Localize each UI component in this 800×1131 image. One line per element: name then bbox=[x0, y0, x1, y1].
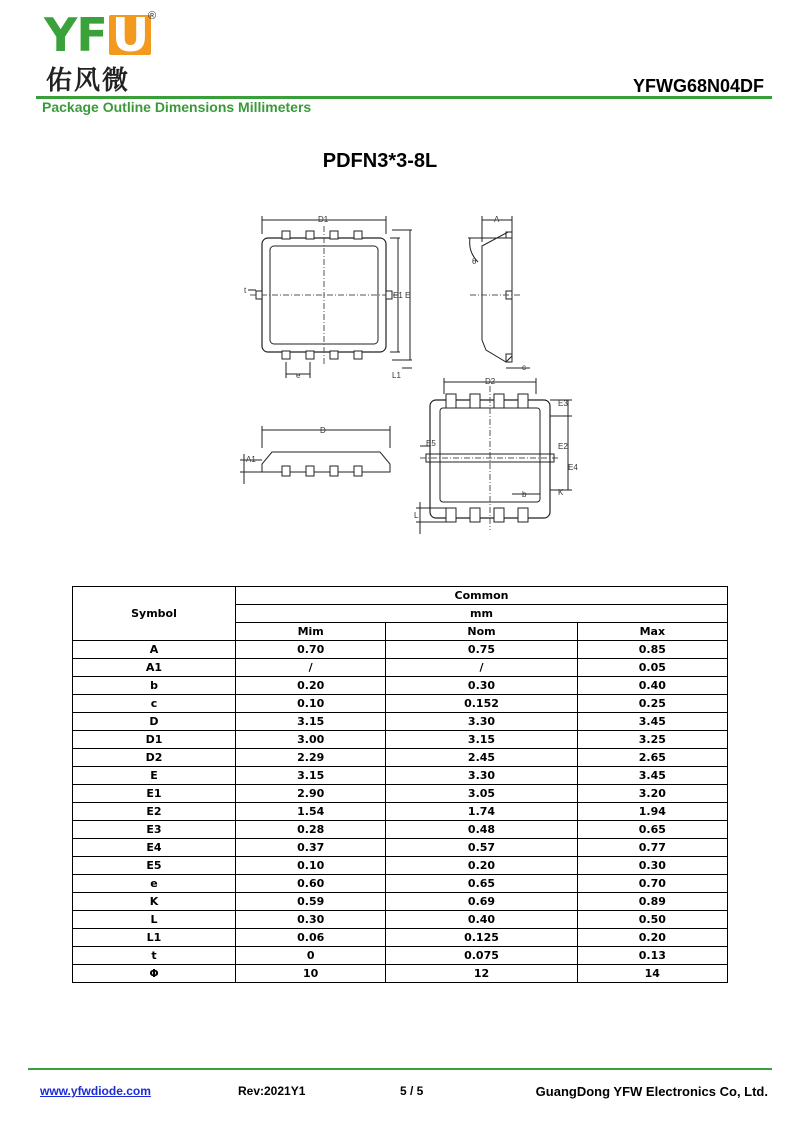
page-subtitle: Package Outline Dimensions Millimeters bbox=[42, 99, 312, 115]
cell-min: 3.15 bbox=[236, 713, 386, 731]
cell-max: 2.65 bbox=[577, 749, 727, 767]
cell-nom: 0.40 bbox=[386, 911, 577, 929]
table-row bbox=[73, 911, 728, 929]
cell-nom: 0.48 bbox=[386, 821, 577, 839]
cell-nom: 3.05 bbox=[386, 785, 577, 803]
cell-symbol: t bbox=[73, 947, 236, 965]
table-row bbox=[73, 803, 728, 821]
cell-symbol: A bbox=[73, 641, 236, 659]
cell-max: 0.77 bbox=[577, 839, 727, 857]
cell-symbol: E bbox=[73, 767, 236, 785]
top-view bbox=[248, 216, 412, 378]
label-b: b bbox=[522, 490, 527, 499]
cell-max: 0.25 bbox=[577, 695, 727, 713]
table-body bbox=[73, 641, 728, 983]
cell-max: 14 bbox=[577, 965, 727, 983]
cell-symbol: D bbox=[73, 713, 236, 731]
package-outline-drawing bbox=[0, 190, 800, 550]
label-k: K bbox=[558, 488, 564, 497]
cell-max: 0.85 bbox=[577, 641, 727, 659]
logo-wordmark: YF U bbox=[44, 12, 151, 58]
label-d1: D1 bbox=[318, 215, 329, 224]
cell-symbol: A1 bbox=[73, 659, 236, 677]
cell-min: 0.20 bbox=[236, 677, 386, 695]
cell-min: 0.70 bbox=[236, 641, 386, 659]
cell-symbol: E4 bbox=[73, 839, 236, 857]
common-header: Common bbox=[236, 587, 728, 605]
cell-nom: 0.075 bbox=[386, 947, 577, 965]
cell-max: 0.05 bbox=[577, 659, 727, 677]
cell-symbol: b bbox=[73, 677, 236, 695]
cell-symbol: E5 bbox=[73, 857, 236, 875]
label-d2: D2 bbox=[485, 377, 496, 386]
cell-max: 0.65 bbox=[577, 821, 727, 839]
table-row bbox=[73, 857, 728, 875]
cell-symbol: L bbox=[73, 911, 236, 929]
cell-nom: 0.69 bbox=[386, 893, 577, 911]
dimensions-table bbox=[72, 586, 728, 983]
cell-min: 1.54 bbox=[236, 803, 386, 821]
side-view bbox=[468, 216, 530, 368]
table-row bbox=[73, 767, 728, 785]
label-a1: A1 bbox=[246, 455, 256, 464]
label-e5: E5 bbox=[426, 439, 436, 448]
cell-nom: 0.57 bbox=[386, 839, 577, 857]
table-row bbox=[73, 641, 728, 659]
front-view bbox=[240, 426, 390, 484]
revision-text: Rev:2021Y1 bbox=[238, 1084, 306, 1098]
table-row bbox=[73, 893, 728, 911]
cell-max: 3.25 bbox=[577, 731, 727, 749]
cell-min: 0.10 bbox=[236, 857, 386, 875]
table-row bbox=[73, 749, 728, 767]
cell-min: 0.59 bbox=[236, 893, 386, 911]
table-row bbox=[73, 713, 728, 731]
table-row bbox=[73, 731, 728, 749]
label-a: A bbox=[494, 215, 500, 224]
cell-min: 0.28 bbox=[236, 821, 386, 839]
table-row bbox=[73, 839, 728, 857]
cell-symbol: L1 bbox=[73, 929, 236, 947]
cell-nom: 12 bbox=[386, 965, 577, 983]
cell-symbol: E1 bbox=[73, 785, 236, 803]
cell-nom: 0.152 bbox=[386, 695, 577, 713]
cell-nom: 0.65 bbox=[386, 875, 577, 893]
page-number: 5 / 5 bbox=[400, 1084, 424, 1098]
logo-chinese-name: 佑风微 bbox=[46, 66, 131, 96]
cell-min: 3.00 bbox=[236, 731, 386, 749]
package-title: PDFN3*3-8L bbox=[322, 150, 438, 172]
cell-max: 1.94 bbox=[577, 803, 727, 821]
cell-min: 3.15 bbox=[236, 767, 386, 785]
cell-nom: 0.30 bbox=[386, 677, 577, 695]
symbol-header: Symbol bbox=[73, 587, 236, 641]
cell-nom: 3.30 bbox=[386, 713, 577, 731]
table-row bbox=[73, 821, 728, 839]
cell-symbol: e bbox=[73, 875, 236, 893]
cell-max: 0.70 bbox=[577, 875, 727, 893]
table-row bbox=[73, 659, 728, 677]
cell-min: 2.90 bbox=[236, 785, 386, 803]
table-row bbox=[73, 695, 728, 713]
unit-header: mm bbox=[236, 605, 728, 623]
bottom-view bbox=[416, 378, 572, 534]
label-e: E bbox=[405, 291, 411, 300]
cell-nom: 0.20 bbox=[386, 857, 577, 875]
cell-max: 0.40 bbox=[577, 677, 727, 695]
cell-min: 10 bbox=[236, 965, 386, 983]
table-row bbox=[73, 677, 728, 695]
nom-header: Nom bbox=[386, 623, 577, 641]
cell-symbol: Φ bbox=[73, 965, 236, 983]
cell-max: 0.89 bbox=[577, 893, 727, 911]
table-row bbox=[73, 785, 728, 803]
cell-max: 0.30 bbox=[577, 857, 727, 875]
label-e2: E2 bbox=[558, 442, 568, 451]
cell-max: 3.45 bbox=[577, 713, 727, 731]
cell-min: 0.30 bbox=[236, 911, 386, 929]
cell-nom: 0.75 bbox=[386, 641, 577, 659]
cell-min: / bbox=[236, 659, 386, 677]
website-link[interactable]: www.yfwdiode.com bbox=[40, 1084, 151, 1098]
table-row bbox=[73, 875, 728, 893]
label-d: D bbox=[320, 426, 326, 435]
cell-min: 0.06 bbox=[236, 929, 386, 947]
label-l: L bbox=[414, 511, 419, 520]
min-header: Mim bbox=[236, 623, 386, 641]
cell-min: 0.60 bbox=[236, 875, 386, 893]
cell-max: 3.20 bbox=[577, 785, 727, 803]
cell-nom: 3.30 bbox=[386, 767, 577, 785]
cell-symbol: D1 bbox=[73, 731, 236, 749]
cell-nom: 0.125 bbox=[386, 929, 577, 947]
max-header: Max bbox=[577, 623, 727, 641]
table-row bbox=[73, 947, 728, 965]
cell-symbol: D2 bbox=[73, 749, 236, 767]
cell-max: 0.13 bbox=[577, 947, 727, 965]
label-c: c bbox=[522, 363, 526, 372]
cell-nom: 1.74 bbox=[386, 803, 577, 821]
cell-nom: 3.15 bbox=[386, 731, 577, 749]
label-e3: E3 bbox=[558, 399, 568, 408]
cell-symbol: E2 bbox=[73, 803, 236, 821]
cell-max: 0.50 bbox=[577, 911, 727, 929]
cell-symbol: K bbox=[73, 893, 236, 911]
cell-symbol: c bbox=[73, 695, 236, 713]
cell-min: 0 bbox=[236, 947, 386, 965]
label-t: t bbox=[244, 286, 247, 295]
company-logo bbox=[44, 8, 174, 96]
cell-min: 0.37 bbox=[236, 839, 386, 857]
label-theta: θ bbox=[472, 257, 477, 266]
label-e-pitch: e bbox=[296, 371, 301, 380]
cell-nom: 2.45 bbox=[386, 749, 577, 767]
cell-nom: / bbox=[386, 659, 577, 677]
cell-max: 0.20 bbox=[577, 929, 727, 947]
cell-symbol: E3 bbox=[73, 821, 236, 839]
label-l1: L1 bbox=[392, 371, 401, 380]
table-row bbox=[73, 965, 728, 983]
footer-divider bbox=[28, 1068, 772, 1070]
cell-max: 3.45 bbox=[577, 767, 727, 785]
cell-min: 0.10 bbox=[236, 695, 386, 713]
registered-mark: ® bbox=[148, 10, 157, 22]
label-e1: E1 bbox=[393, 291, 403, 300]
label-e4: E4 bbox=[568, 463, 578, 472]
table-row bbox=[73, 929, 728, 947]
company-name: GuangDong YFW Electronics Co, Ltd. bbox=[535, 1084, 768, 1099]
part-number: YFWG68N04DF bbox=[632, 76, 764, 96]
cell-min: 2.29 bbox=[236, 749, 386, 767]
